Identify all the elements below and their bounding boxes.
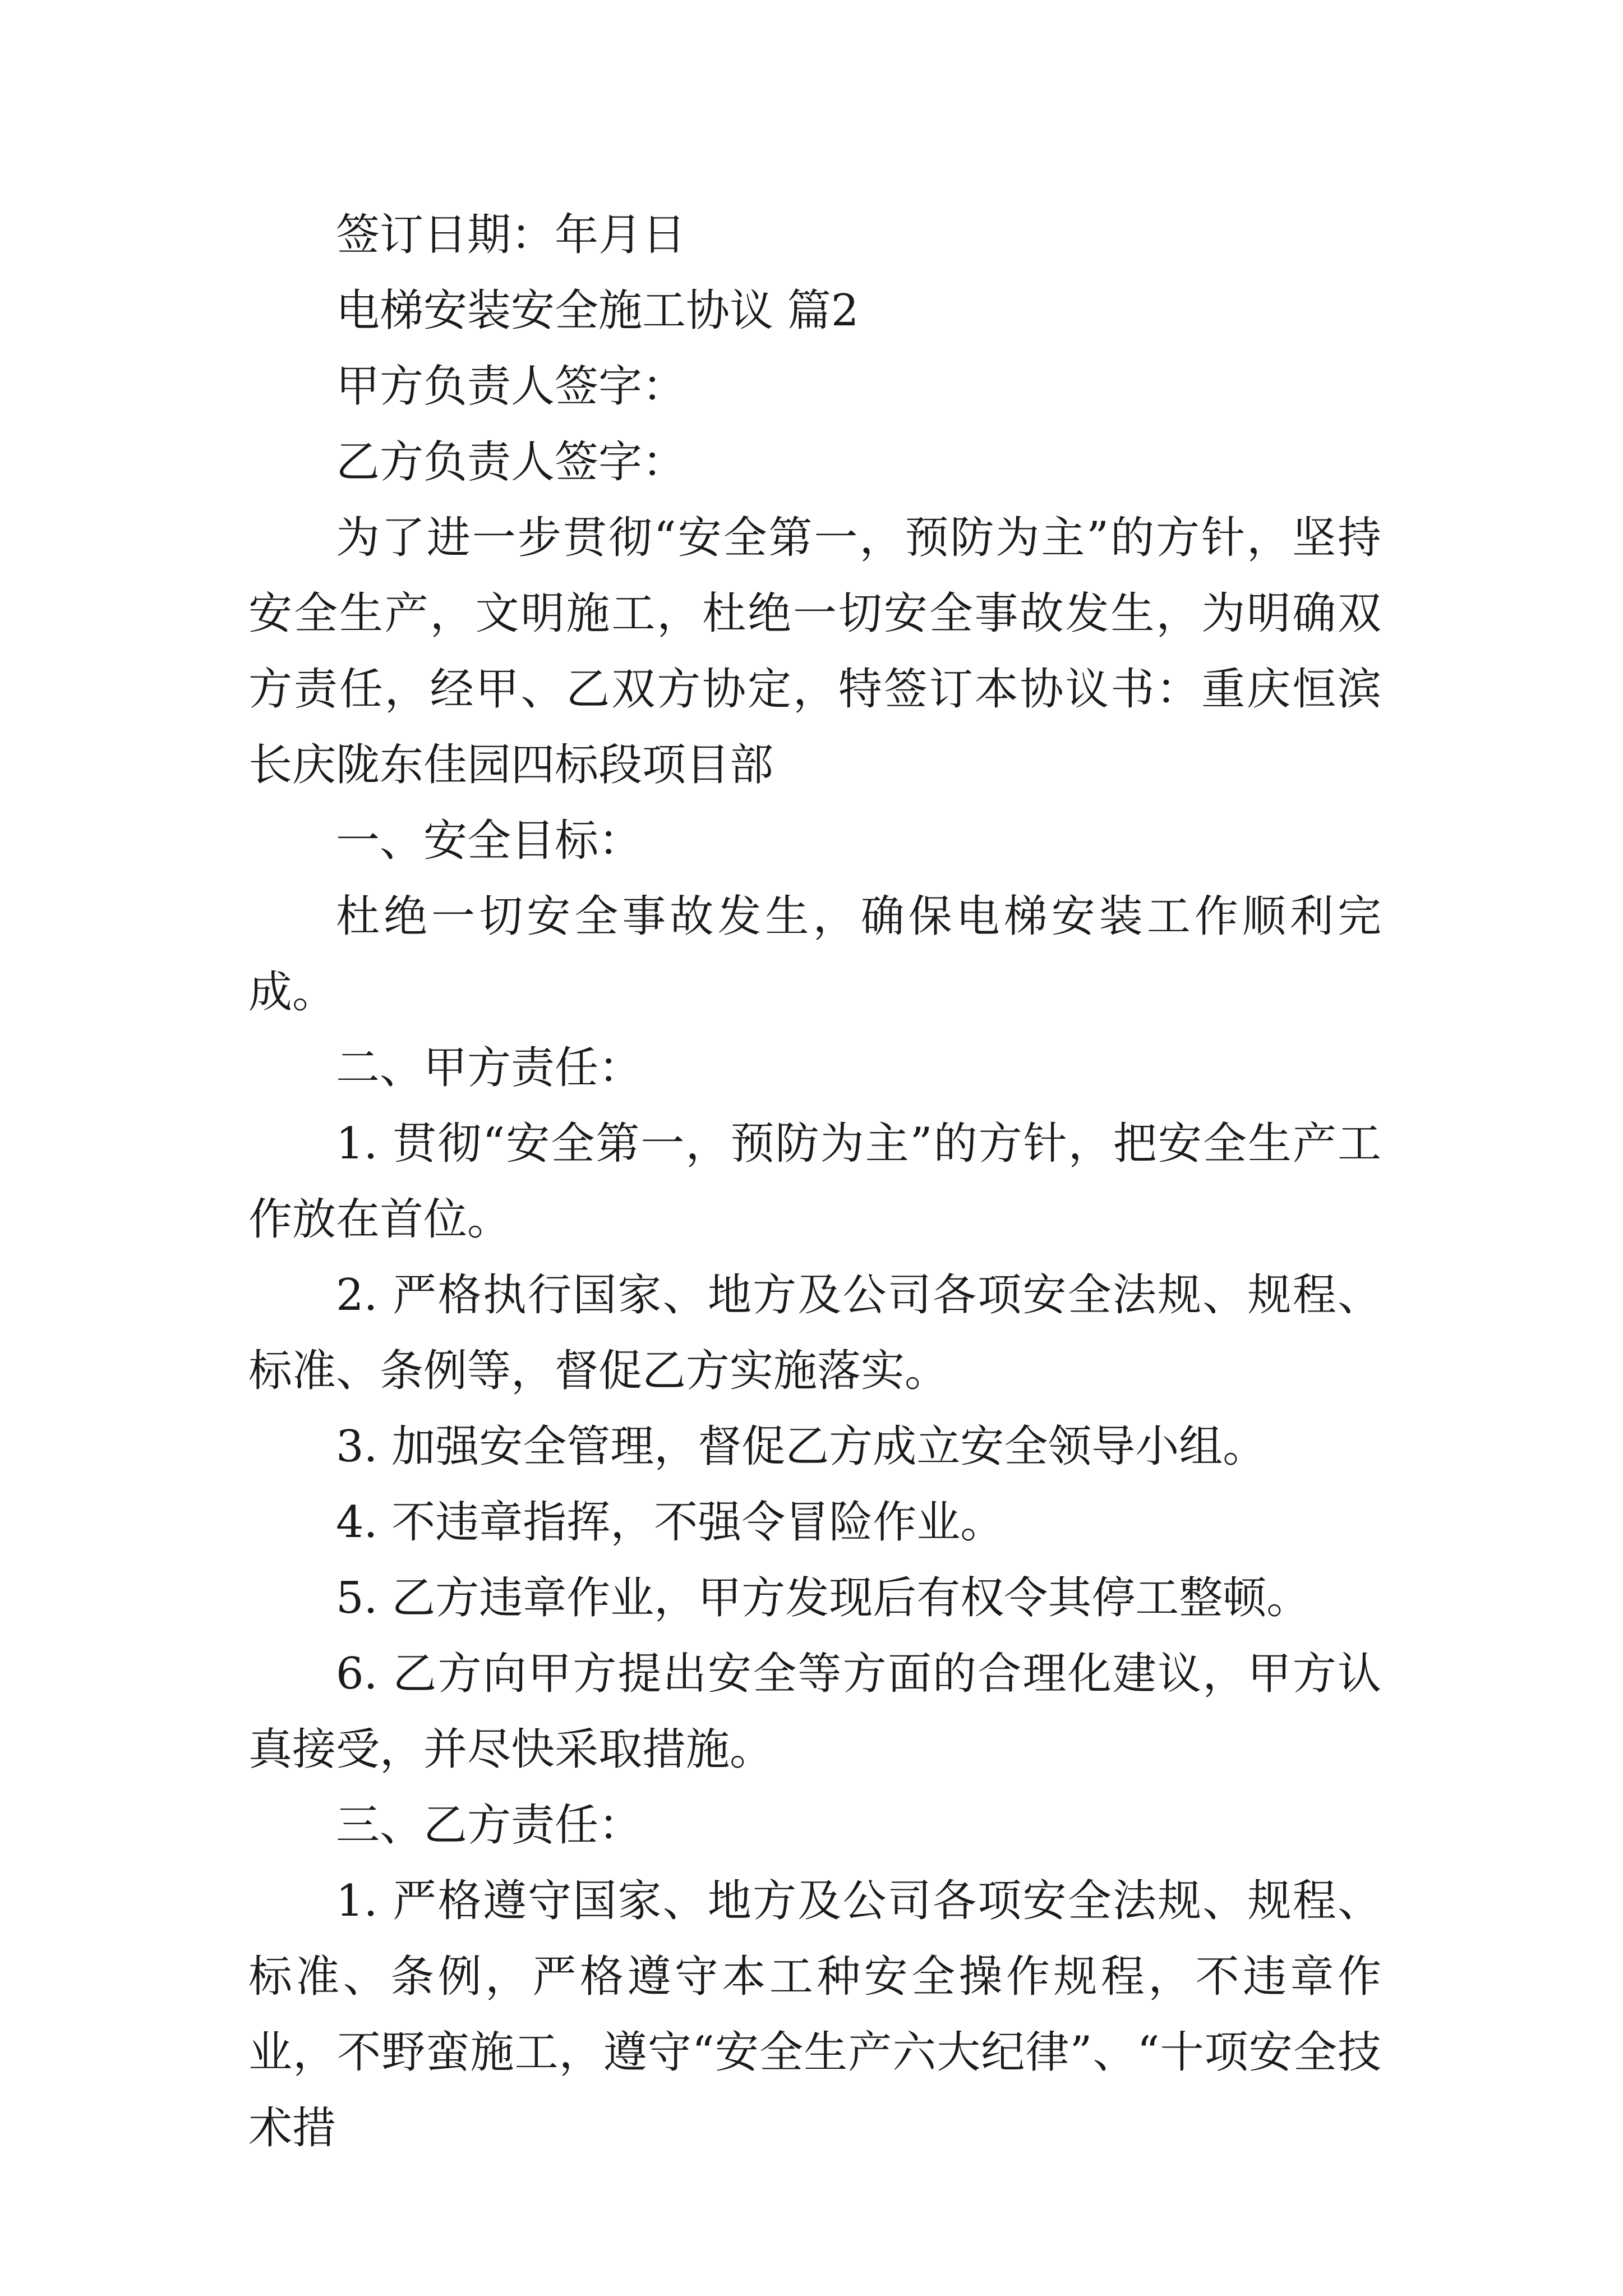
party-a-duty-1: 1. 贯彻“安全第一，预防为主”的方针，把安全生产工作放在首位。 <box>248 1119 1381 1245</box>
safety-goal-text: 杜绝一切安全事故发生，确保电梯安装工作顺利完成。 <box>248 891 1381 1018</box>
party-a-duty-3: 3. 加强安全管理，督促乙方成立安全领导小组。 <box>336 1421 1267 1472</box>
heading-safety-goal: 一、安全目标： <box>336 816 643 866</box>
party-a-duty-2: 2. 严格执行国家、地方及公司各项安全法规、规程、标准、条例等，督促乙方实施落实。 <box>248 1270 1381 1396</box>
signing-date: 签订日期：年月日 <box>336 210 686 260</box>
party-a-signature: 甲方负责人签字： <box>336 361 686 412</box>
party-a-duty-5: 5. 乙方违章作业，甲方发现后有权令其停工整顿。 <box>336 1573 1311 1623</box>
heading-party-b-duties: 三、乙方责任： <box>336 1800 643 1851</box>
intro-paragraph: 为了进一步贯彻“安全第一，预防为主”的方针，坚持安全生产，文明施工，杜绝一切安全事故发生，为明确双方责任，经甲、乙双方协定，特签订本协议书：重庆恒滨长庆陇东佳园四标段项目部 <box>248 513 1381 790</box>
document-body <box>248 197 1381 2166</box>
party-a-duty-4: 4. 不违章指挥，不强令冒险作业。 <box>336 1497 1004 1548</box>
party-b-signature: 乙方负责人签字： <box>336 437 686 487</box>
section-title: 电梯安装安全施工协议 篇2 <box>336 286 859 336</box>
party-a-duty-6: 6. 乙方向甲方提出安全等方面的合理化建议，甲方认真接受，并尽快采取措施。 <box>248 1649 1381 1775</box>
party-b-duty-1: 1. 严格遵守国家、地方及公司各项安全法规、规程、标准、条例，严格遵守本工种安全操作规程，不违章作业，不野蛮施工，遵守“安全生产六大纪律”、“十项安全技术措 <box>248 1876 1381 2154</box>
heading-party-a-duties: 二、甲方责任： <box>336 1043 643 1093</box>
